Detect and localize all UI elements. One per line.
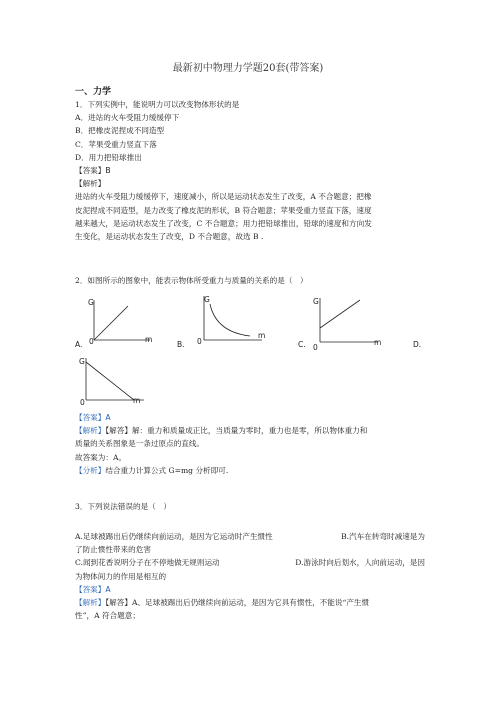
answer-tag: 【答案】 (75, 413, 106, 422)
question-2-solution (75, 411, 425, 477)
option-b-cont: 了防止惯性带来的危害 (75, 545, 151, 555)
analysis-line-2: 质量的关系图象是一条过原点的直线。 (75, 439, 205, 449)
graph-b-origin: 0 (197, 337, 202, 346)
answer-value: B (105, 166, 111, 176)
question-stem: 3．下列说法错误的是（ ） (75, 502, 171, 511)
fenxi-tag: 【分析】 (75, 465, 106, 475)
analysis-line-4: 生变化，是运动状态发生了改变，D 不合题意，故选 B . (75, 232, 264, 242)
option-d: D.游泳时向后划水，人向前运动，是因 (295, 558, 425, 568)
analysis-line-2: 性”，A 符合题意； (75, 611, 140, 621)
analysis-line-1 (75, 424, 425, 437)
option-d-cont: 为物体间力的作用是相互的 (75, 571, 167, 581)
analysis-line-1 (75, 596, 425, 609)
option-label-d: D. (413, 340, 422, 349)
option-c: C．苹果受重力竖直下落 (75, 139, 157, 149)
analysis-line-2: 皮泥捏成不同造型，是力改变了橡皮泥的形状，B 符合题意；苹果受重力竖直下落，速度 (75, 205, 372, 215)
graph-a (86, 296, 152, 344)
answer-value: A (105, 413, 111, 422)
option-label-b: B. (177, 340, 185, 349)
graph-b-g-label: G (204, 295, 210, 304)
graph-b-curve (210, 304, 250, 336)
graph-a-line (94, 306, 128, 340)
answer-value: A (105, 584, 111, 594)
question-3 (75, 500, 425, 513)
graph-a-g-label: G (88, 298, 94, 307)
graph-c-origin: 0 (313, 343, 318, 352)
graph-b-m-label: m (258, 331, 266, 340)
question-1 (75, 98, 425, 243)
option-b: B．把橡皮泥捏成不同造型 (75, 126, 165, 136)
analysis-tag: 【解析】 (75, 598, 106, 608)
option-label-c: C. (298, 340, 306, 349)
graph-d-m-label: m (133, 396, 141, 405)
analysis-line-1: 进站的火车受阻力缓缓停下，速度减小，所以是运动状态发生了改变，A 不合题意；把橡 (75, 192, 372, 202)
graph-b (202, 292, 266, 344)
analysis-tag: 【解析】 (75, 179, 106, 189)
answer-line (75, 164, 425, 177)
fenxi-line (75, 464, 425, 477)
section-heading: 一、力学 (75, 87, 112, 97)
graph-d-origin: 0 (80, 398, 85, 407)
analysis-text: 【解答】解：重力和质量成正比，当质量为零时，重力也是零，所以物体重力和 (105, 426, 368, 436)
analysis-text: 【解答】A、足球被踢出后仍继续向前运动，是因为它具有惯性，不能说“产生惯 (105, 598, 370, 608)
graph-c-g-label: G (313, 297, 319, 306)
question-2-stem: 2．如图所示的图象中，能表示物体所受重力与质量的关系的是（ ） (75, 276, 308, 285)
option-label-a: A. (75, 340, 83, 349)
answer-line (75, 583, 425, 596)
answer-line (75, 411, 425, 424)
question-stem: 1．下列实例中，能说明力可以改变物体形状的是 (75, 100, 240, 109)
document-title: 最新初中物理力学题20套(带答案) (172, 63, 324, 74)
graph-a-origin: 0 (89, 337, 94, 346)
conclusion-line: 故答案为：A。 (75, 452, 127, 462)
options-row-2 (75, 556, 425, 569)
analysis-tag: 【解析】 (75, 426, 106, 436)
option-a: A.足球被踢出后仍继续向前运动，是因为它运动时产生惯性 (75, 532, 273, 541)
graph-a-m-label: m (145, 335, 153, 344)
analysis-line-3: 越来越大，是运动状态发生了改变，C 不合题意；用力把铅球推出，铅球的速度和方向发 (75, 218, 372, 228)
options-row-1 (75, 530, 425, 543)
graph-d-g-label: G (79, 357, 85, 366)
option-c: C.闻到花香说明分子在不停地做无规则运动 (75, 558, 220, 568)
answer-tag: 【答案】 (75, 584, 106, 594)
fenxi-text: 结合重力计算公式 G=mg 分析即可. (105, 465, 229, 475)
option-d: D．用力把铅球推出 (75, 152, 142, 162)
answer-tag: 【答案】 (75, 166, 106, 176)
graph-c-line (320, 300, 360, 328)
graph-c-m-label: m (374, 338, 382, 347)
graph-d-line (86, 362, 134, 400)
graph-c (314, 294, 380, 346)
option-b: B.汽车在转弯时减速是为 (341, 532, 425, 541)
question-3-options (75, 530, 425, 622)
option-a: A．进站的火车受阻力缓缓停下 (75, 113, 180, 123)
